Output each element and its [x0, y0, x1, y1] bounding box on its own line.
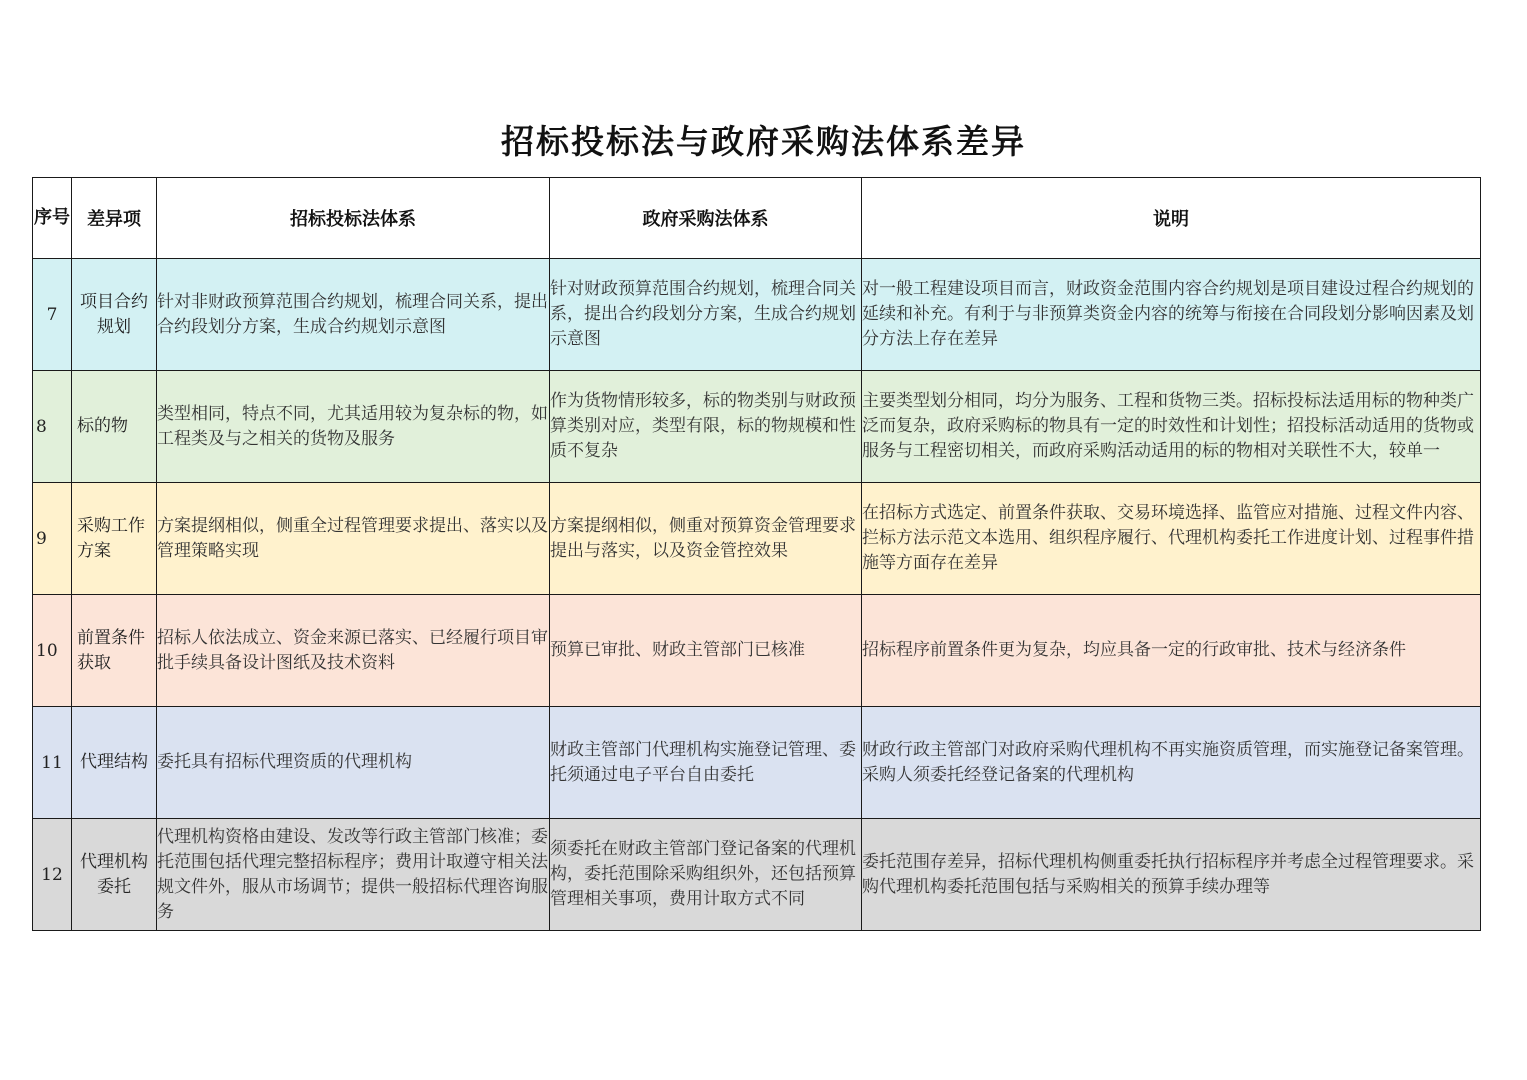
- header-note: 说明: [862, 178, 1481, 259]
- row-seq: 8: [33, 371, 72, 483]
- row-note-cell: 在招标方式选定、前置条件获取、交易环境选择、监管应对措施、过程文件内容、拦标方法示范文本选用、组织程序履行、代理机构委托工作进度计划、过程事件措施等方面存在差异: [862, 483, 1481, 595]
- row-bidding-cell: 委托具有招标代理资质的代理机构: [157, 707, 550, 819]
- row-note-cell: 主要类型划分相同，均分为服务、工程和货物三类。招标投标法适用标的物种类广泛而复杂，政府采购标的物具有一定的时效性和计划性；招投标活动适用的货物或服务与工程密切相关，而政府采购活动适用的标的物相对关联性不大，较单一: [862, 371, 1481, 483]
- table-row: [33, 259, 1481, 371]
- row-seq: 12: [33, 819, 72, 931]
- header-row: [33, 178, 1481, 259]
- comparison-table: [32, 177, 1481, 931]
- table-row: [33, 483, 1481, 595]
- header-seq: 序号: [33, 178, 72, 259]
- row-bidding-cell: 类型相同，特点不同，尤其适用较为复杂标的物，如工程类及与之相关的货物及服务: [157, 371, 550, 483]
- table-row: [33, 707, 1481, 819]
- row-note-cell: 招标程序前置条件更为复杂，均应具备一定的行政审批、技术与经济条件: [862, 595, 1481, 707]
- row-procurement-cell: 预算已审批、财政主管部门已核准: [550, 595, 862, 707]
- row-item: 采购工作方案: [72, 483, 157, 595]
- row-note-cell: 财政行政主管部门对政府采购代理机构不再实施资质管理，而实施登记备案管理。采购人须委托经登记备案的代理机构: [862, 707, 1481, 819]
- table-row: [33, 371, 1481, 483]
- row-item: 标的物: [72, 371, 157, 483]
- row-item: 代理机构委托: [72, 819, 157, 931]
- row-procurement-cell: 须委托在财政主管部门登记备案的代理机构，委托范围除采购组织外，还包括预算管理相关事项，费用计取方式不同: [550, 819, 862, 931]
- header-bidding-law: 招标投标法体系: [157, 178, 550, 259]
- row-bidding-cell: 针对非财政预算范围合约规划，梳理合同关系，提出合约段划分方案，生成合约规划示意图: [157, 259, 550, 371]
- row-seq: 7: [33, 259, 72, 371]
- row-bidding-cell: 方案提纲相似，侧重全过程管理要求提出、落实以及管理策略实现: [157, 483, 550, 595]
- row-item: 代理结构: [72, 707, 157, 819]
- row-seq: 11: [33, 707, 72, 819]
- row-procurement-cell: 方案提纲相似，侧重对预算资金管理要求提出与落实，以及资金管控效果: [550, 483, 862, 595]
- header-procurement-law: 政府采购法体系: [550, 178, 862, 259]
- row-bidding-cell: 招标人依法成立、资金来源已落实、已经履行项目审批手续具备设计图纸及技术资料: [157, 595, 550, 707]
- table-row: [33, 595, 1481, 707]
- row-bidding-cell: 代理机构资格由建设、发改等行政主管部门核准；委托范围包括代理完整招标程序；费用计取遵守相关法规文件外，服从市场调节；提供一般招标代理咨询服务: [157, 819, 550, 931]
- row-seq: 10: [33, 595, 72, 707]
- row-item: 项目合约规划: [72, 259, 157, 371]
- row-procurement-cell: 财政主管部门代理机构实施登记管理、委托须通过电子平台自由委托: [550, 707, 862, 819]
- row-seq: 9: [33, 483, 72, 595]
- header-item: 差异项: [72, 178, 157, 259]
- document-title: 招标投标法与政府采购法体系差异: [501, 122, 1026, 161]
- row-procurement-cell: 针对财政预算范围合约规划，梳理合同关系，提出合约段划分方案，生成合约规划示意图: [550, 259, 862, 371]
- table-row: [33, 819, 1481, 931]
- row-procurement-cell: 作为货物情形较多，标的物类别与财政预算类别对应，类型有限，标的物规模和性质不复杂: [550, 371, 862, 483]
- row-item: 前置条件获取: [72, 595, 157, 707]
- row-note-cell: 委托范围存差异，招标代理机构侧重委托执行招标程序并考虑全过程管理要求。采购代理机构委托范围包括与采购相关的预算手续办理等: [862, 819, 1481, 931]
- row-note-cell: 对一般工程建设项目而言，财政资金范围内容合约规划是项目建设过程合约规划的延续和补充。有利于与非预算类资金内容的统筹与衔接在合同段划分影响因素及划分方法上存在差异: [862, 259, 1481, 371]
